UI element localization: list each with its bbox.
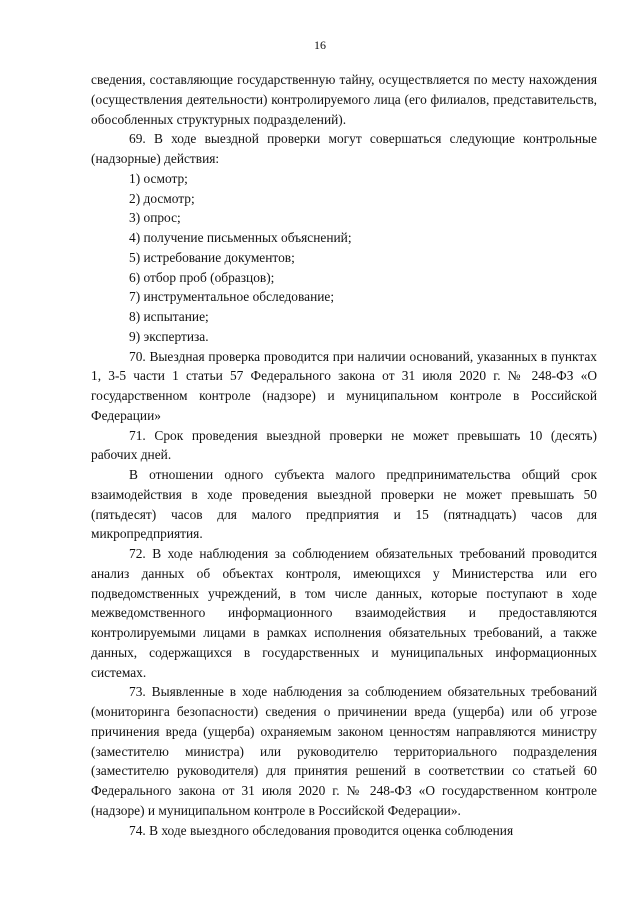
- list-item: 1) осмотр;: [129, 170, 188, 186]
- paragraph-71: 71. Срок проведения выездной проверки не может превышать 10 (десять) рабочих дней.: [91, 427, 597, 463]
- list-item: 8) испытание;: [129, 309, 209, 324]
- list-item: 4) получение письменных объяснений;: [129, 230, 352, 245]
- paragraph-74: 74. В ходе выездного обследования проводится оценка соблюдения: [129, 822, 514, 838]
- paragraph-69: 69. В ходе выездной проверки могут совершаться следующие контрольные (надзорные) действия:: [91, 131, 597, 166]
- page-number: 16: [314, 38, 326, 52]
- paragraph-72: 72. В ходе наблюдения за соблюдением обязательных требований проводится анализ данных об объектах контроля, имеющихся у Министерства или его подведомственных учреждений, в том числе данных, которые поступают в ходе межведомственного информационного взаимодействия и предоставляются контролируемыми лицами в рамках исполнения обязательных требований, а также данных, содержащихся в государственных и муниципальных информационных системах.: [91, 546, 597, 680]
- document-body: [91, 70, 597, 840]
- paragraph-71-continued: В отношении одного субъекта малого предпринимательства общий срок взаимодействия в ходе проведения выездной проверки не может превышать 50 (пятьдесят) часов для малого предприятия и 15 (пятнадцать) часов для микропредприятия.: [91, 467, 597, 542]
- list-item: 9) экспертиза.: [129, 328, 209, 344]
- paragraph-73: 73. Выявленные в ходе наблюдения за соблюдением обязательных требований (мониторинга безопасности) сведения о причинении вреда (ущерба) или об угрозе причинения вреда (ущерба) охраняемым законом ценностям направляются министру (заместителю министра) или руководителю территориального подразделения (заместителю руководителя) для принятия решений в соответствии со статьей 60 Федерального закона от 31 июля 2020 г. № 248-ФЗ «О государственном контроле (надзоре) и муниципальном контроле в Российской Федерации».: [91, 684, 597, 818]
- list-item: 7) инструментальное обследование;: [129, 289, 335, 305]
- paragraph-continuation: сведения, составляющие государственную тайну, осуществляется по месту нахождения (осуществления деятельности) контролируемого лица (его филиалов, представительств, обособленных структурных подразделений).: [91, 72, 597, 127]
- list-item: 5) истребование документов;: [129, 249, 295, 265]
- list-item: 3) опрос;: [129, 210, 181, 226]
- paragraph-70: 70. Выездная проверка проводится при наличии оснований, указанных в пунктах 1, 3-5 части 1 статьи 57 Федерального закона от 31 июля 2020 г. № 248-ФЗ «О государственном контроле (надзоре) и муниципальном контроле в Российской Федерации»: [91, 348, 597, 423]
- list-item: 6) отбор проб (образцов);: [129, 269, 275, 285]
- list-item: 2) досмотр;: [129, 190, 195, 206]
